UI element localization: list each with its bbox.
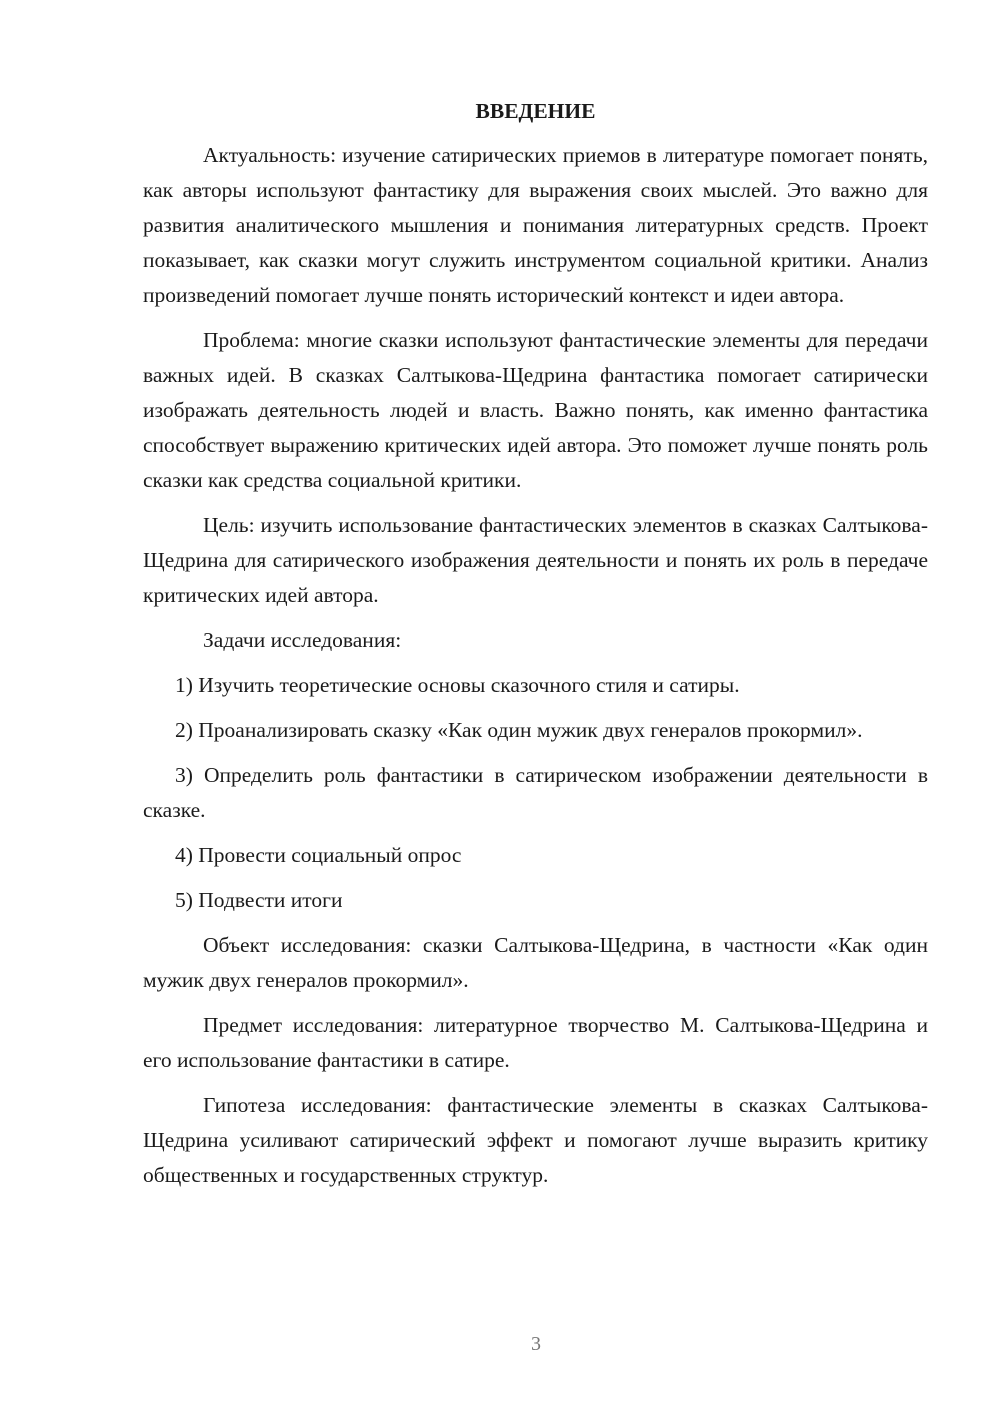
paragraph-relevance: Актуальность: изучение сатирических приемов в литературе помогает понять, как авторы используют фантастику для выражения своих мыслей. Это важно для развития аналитического мышления и понимания литературных средств. Проект показывает, как сказки могут служить инструментом социальной критики. Анализ произведений помогает лучше понять исторический контекст и идеи автора. bbox=[143, 143, 928, 307]
document-page bbox=[143, 96, 928, 1203]
task-item: 4) Провести социальный опрос bbox=[175, 843, 462, 867]
task-item: 3) Определить роль фантастики в сатирическом изображении деятельности в сказке. bbox=[143, 763, 928, 822]
task-item: 2) Проанализировать сказку «Как один мужик двух генералов прокормил». bbox=[175, 718, 863, 742]
paragraph-problem: Проблема: многие сказки используют фантастические элементы для передачи важных идей. В сказках Салтыкова-Щедрина фантастика помогает сатирически изображать деятельность людей и власть. Важно понять, как именно фантастика способствует выражению критических идей автора. Это поможет лучше понять роль сказки как средства социальной критики. bbox=[143, 328, 928, 492]
page-number: 3 bbox=[531, 1333, 541, 1355]
paragraph-hypothesis: Гипотеза исследования: фантастические элементы в сказках Салтыкова-Щедрина усиливают сатирический эффект и помогают лучше выразить критику общественных и государственных структур. bbox=[143, 1093, 928, 1187]
task-item: 5) Подвести итоги bbox=[175, 888, 343, 912]
task-item: 1) Изучить теоретические основы сказочного стиля и сатиры. bbox=[175, 673, 740, 697]
page-title: ВВЕДЕНИЕ bbox=[475, 99, 596, 123]
paragraph-object: Объект исследования: сказки Салтыкова-Щедрина, в частности «Как один мужик двух генералов прокормил». bbox=[143, 933, 928, 992]
tasks-heading: Задачи исследования: bbox=[203, 628, 402, 652]
paragraph-goal: Цель: изучить использование фантастических элементов в сказках Салтыкова-Щедрина для сатирического изображения деятельности и понять их роль в передаче критических идей автора. bbox=[143, 513, 928, 607]
paragraph-subject: Предмет исследования: литературное творчество М. Салтыкова-Щедрина и его использование фантастики в сатире. bbox=[143, 1013, 928, 1072]
